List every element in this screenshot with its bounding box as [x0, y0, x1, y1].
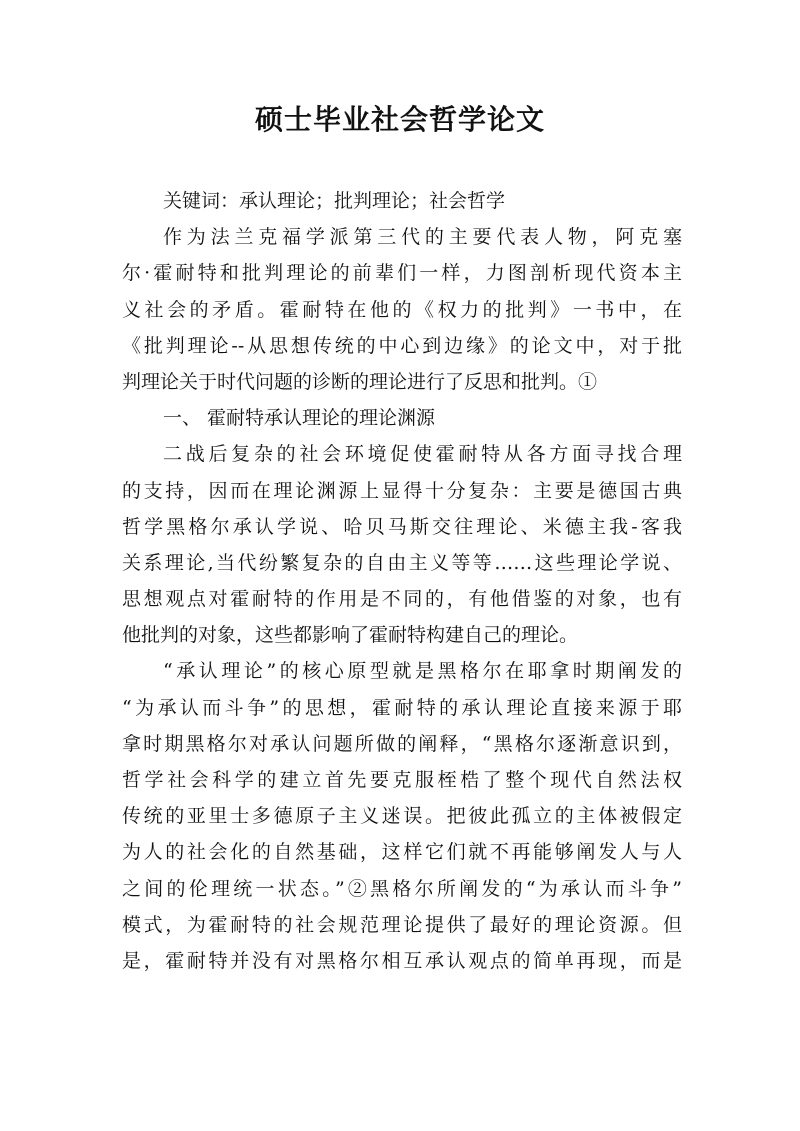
paragraph-line: “为承认而斗争”的思想，霍耐特的承认理论直接来源于耶: [122, 696, 682, 719]
paragraph-line: 是，霍耐特并没有对黑格尔相互承认观点的简单再现，而是: [122, 949, 682, 972]
paragraph-line: 思想观点对霍耐特的作用是不同的，有他借鉴的对象，也有: [122, 588, 682, 611]
section-heading: 一、 霍耐特承认理论的理论渊源: [163, 407, 436, 430]
paragraph-line: 义社会的矛盾。霍耐特在他的《权力的批判》一书中，在: [122, 298, 682, 321]
paragraph-line: 哲学社会科学的建立首先要克服桎梏了整个现代自然法权: [122, 769, 682, 791]
paragraph-line: 二战后复杂的社会环境促使霍耐特从各方面寻找合理: [163, 443, 682, 466]
paragraph-line: 模式，为霍耐特的社会规范理论提供了最好的理论资源。但: [122, 913, 682, 936]
paragraph-line: 作为法兰克福学派第三代的主要代表人物，阿克塞: [163, 226, 682, 249]
document-body: [122, 183, 682, 979]
paragraph-line: 拿时期黑格尔对承认问题所做的阐释，“黑格尔逐渐意识到，: [122, 732, 682, 755]
paragraph-line: 之间的伦理统一状态。”②黑格尔所阐发的“为承认而斗争”: [122, 877, 682, 900]
paragraph-line: 他批判的对象，这些都影响了霍耐特构建自己的理论。: [122, 624, 579, 647]
keywords-line: 关键词：承认理论；批判理论；社会哲学: [163, 190, 506, 212]
paragraph-line: 为人的社会化的自然基础，这样它们就不再能够阐发人与人: [122, 841, 682, 864]
paragraph-line: 尔·霍耐特和批判理论的前辈们一样，力图剖析现代资本主: [122, 262, 682, 285]
paragraph-line: 的支持，因而在理论渊源上显得十分复杂：主要是德国古典: [122, 479, 682, 502]
document-title: 硕士毕业社会哲学论文: [254, 103, 545, 136]
paragraph-line: 关系理论,当代纷繁复杂的自由主义等等……这些理论学说、: [122, 551, 682, 574]
paragraph-line: 哲学黑格尔承认学说、哈贝马斯交往理论、米德主我-客我: [122, 515, 682, 538]
paragraph-line: 传统的亚里士多德原子主义迷误。把彼此孤立的主体被假定: [122, 805, 682, 828]
paragraph-line: “承认理论”的核心原型就是黑格尔在耶拿时期阐发的: [163, 660, 682, 683]
paragraph-line: 判理论关于时代问题的诊断的理论进行了反思和批判。①: [122, 370, 598, 393]
paragraph-line: 《批判理论--从思想传统的中心到边缘》的论文中，对于批: [122, 334, 682, 357]
